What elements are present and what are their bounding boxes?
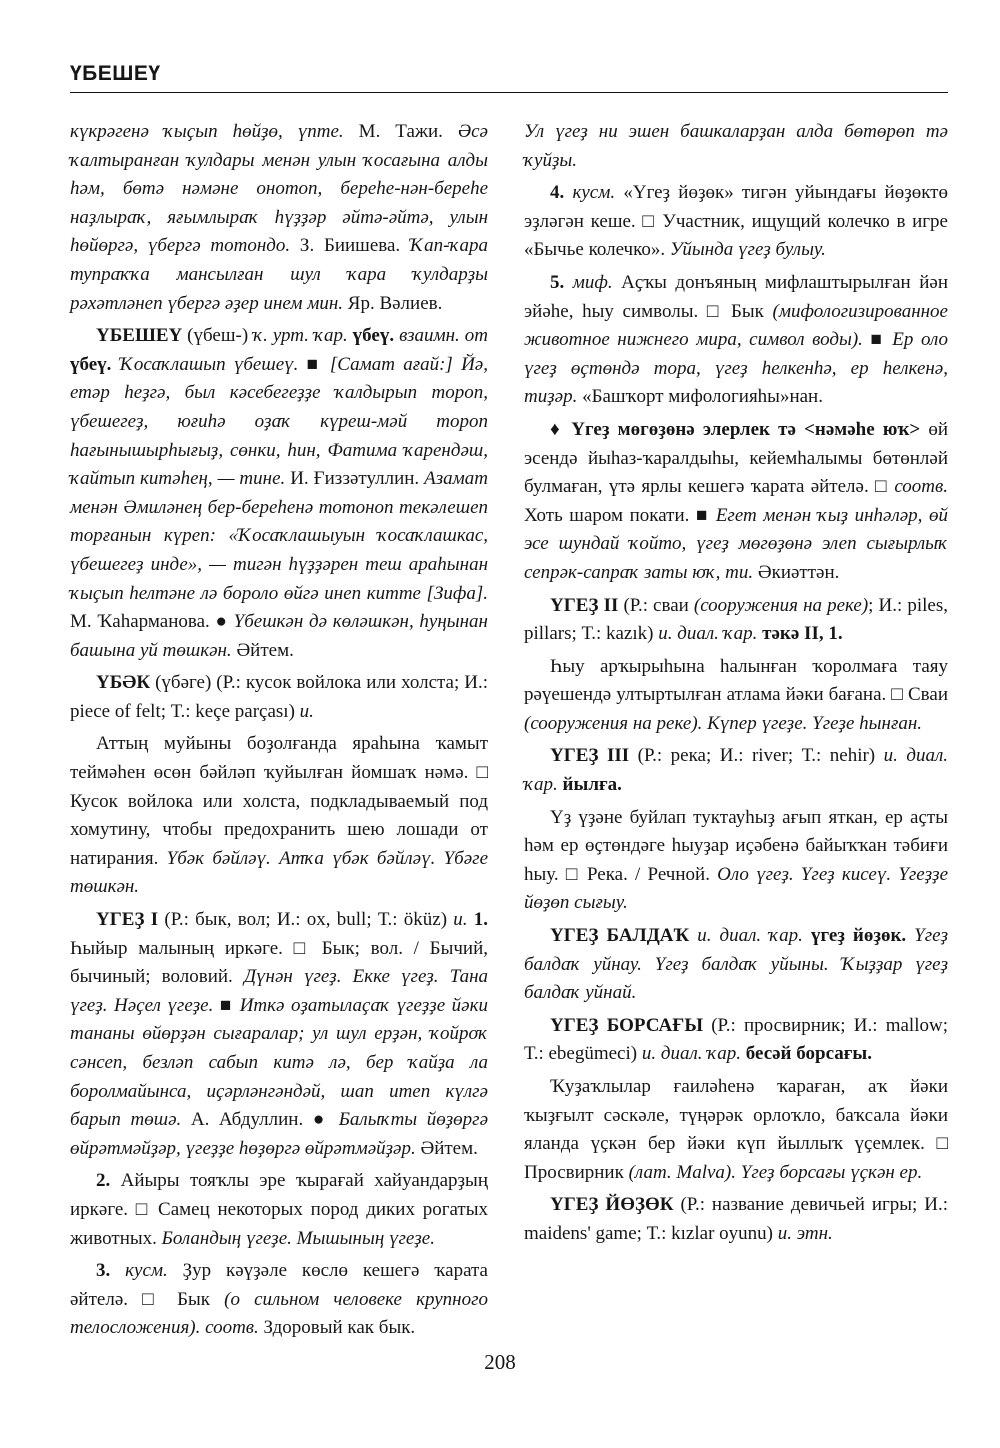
page-header-title: ҮБЕШЕҮ (70, 62, 161, 85)
example-text: Ҡап-ҡара тупраҡҡа мансылған шул ҡара ҡулдарҙы рәхәтләнеп үбергә әҙер инем мин. (70, 235, 488, 314)
example-text: Ул үгеҙ ни эшен башкаларҙан алда бөтөрөп тә ҡуйҙы. (524, 121, 948, 171)
entry-ubek (70, 669, 488, 726)
source: Әкиәттән. (753, 561, 840, 583)
definition (524, 804, 948, 918)
headword: ҮГЕҘ III (550, 745, 630, 767)
example-text: Әсә ҡалтыранған ҡулдары менән улын ҡосағына алды һәм, бөтә нәмәне онотоп, береһе-нән-береһе наҙлыраҡ, яғымлыраҡ һүҙҙәр әйтә-әйтә, улын һөйөргә, үбергә тотондо. (70, 121, 488, 257)
headword: ҮГЕҘ БАЛДАҠ (550, 925, 690, 947)
example-text: Үгеҙ балдаҡ уйнау. Үгеҙ балдаҡ уйыны. Ҡыҙҙар үгеҙ балдаҡ уйнай. (524, 925, 948, 1004)
headword: ҮГЕҘ I (96, 909, 159, 931)
pos: и. диал. ҡар. (689, 925, 803, 947)
definition-text: Айыры тояҡлы эре ҡырағай хайуандарҙың иркәге. □ Самец некоторых пород диких рогатых животных. (70, 1170, 488, 1249)
definition-text: Һыйыр малының иркәге. □ Бык; вол. / Бычий, бычиный; воловий. (70, 937, 488, 988)
definition-text: «Үгеҙ йөҙөк» тигән уйындағы йөҙөктө эҙләгән кеше. □ Участник, ищущий колечко в игре «Бычье колечко». (524, 182, 948, 261)
pos: и. диал. ҡар. (658, 623, 758, 645)
headword: ҮБЕШЕҮ (96, 325, 183, 347)
page-number: 208 (484, 1350, 516, 1374)
translations: (Р.: река; И.: river; Т.: nehir) (629, 745, 884, 767)
translation: взаимн. от (394, 325, 488, 347)
definition (524, 653, 948, 739)
pos: и. диал. ҡар. (641, 1043, 742, 1065)
example-text: Оло үгеҙ. Үгеҙ кисеү. Үгеҙҙе йөҙөп сығыу. (524, 863, 948, 914)
entry-ugez-borsagy (524, 1012, 948, 1069)
grammar-note: кусм. (110, 1260, 168, 1282)
entry-ugez-2 (524, 592, 948, 649)
example-text: Ҡосаҡлашып үбешеү. ■ [Самат ағай:] Йә, етәр һеҙгә, был кәсебегеҙҙе ҡалдырып тороп, үбешегеҙ, юғиһә оҙаҡ күреш-мәй тороп һағынышырһығыҙ, сөнки, һин, Фатима ҡарендәш, ҡайтып китәһең, — тине. (70, 353, 488, 490)
definition-text: Хоть шаром покати. (524, 504, 696, 526)
example-text: Боландың үгеҙе. Мышының үгеҙе. (161, 1227, 435, 1249)
sense-number: 2. (96, 1170, 111, 1192)
grammar-note: кусм. (564, 182, 616, 204)
entry-ugez-baldak (524, 922, 948, 1008)
pos: и. диал. ҡар. (524, 745, 948, 796)
example-text: Азамат менән Әмиләнең бер-береһенә тотоноп текәлешеп торғанын күреп: «Ҡосаҡлашыуын ҡосаҡлашкас, үбешегеҙ инде», — тигән һүҙҙәрен теш араһынан ҡыҫып һелтәне лә бороло өйгә инеп китте [Зифа]. (70, 468, 488, 604)
translations: (үбәге) (Р.: кусок войлока или холста; И.: piece of felt; Т.: keçe parçası) (70, 672, 488, 722)
sense-number: 3. (96, 1260, 111, 1282)
source: И. Ғиззәтуллин. (285, 468, 425, 490)
source: М. Тажи. (343, 121, 458, 142)
entry-ugez-1 (70, 906, 488, 1163)
cross-ref: үбеү. (70, 353, 112, 375)
definition-text: Ҡуҙаҡлылар ғаиләһенә ҡараған, аҡ йәки ҡыҙғылт сәскәле, түңәрәк орлоҡло, баҡсала йәки яланда үҫкән бер йәки күп йыллыҡ үҫемлек. □ Просвирник (524, 1076, 948, 1183)
sense-4 (524, 179, 948, 265)
definition (524, 1073, 948, 1187)
headword: ҮГЕҘ БОРСАҒЫ (550, 1014, 704, 1036)
cross-ref: үгеҙ йөҙөк. (802, 925, 915, 947)
definition-text: өй эсендә йыһаз-ҡаралдыһы, кейемһалымы бөтөнләй булмаған, үтә ярлы кешегә ҡарата әйтелә. □ (524, 418, 948, 498)
example-text: (мифологизированное животное нижнего мира, символ воды). ■ Ер оло үгеҙ өҫтөндә тора, үгеҙ һелкенһә, ер һелкенә, тиҙәр. (524, 300, 948, 408)
example-text: (сооружения на реке). Күпер үгеҙе. Үгеҙе һынған. (524, 712, 923, 734)
sense-2 (70, 1167, 488, 1253)
cross-ref: тәкә II, 1. (757, 623, 843, 645)
definition-note: (о сильном человеке крупного телосложения). соотв. (70, 1288, 489, 1339)
translations: (Р.: сваи (618, 594, 694, 616)
example-continuation (524, 118, 948, 175)
example-text: күкрәгенә ҡыҫып һөйҙө, үпте. (70, 121, 344, 142)
latin-name: Malva). (676, 1161, 737, 1183)
latin-note: (лат. (628, 1161, 677, 1183)
source: М. Ҡаһарманова. (70, 611, 216, 633)
sense-number: 4. (550, 182, 565, 204)
grammar-note: миф. (564, 271, 613, 293)
source: З. Биишева. (290, 235, 410, 257)
entry-continuation (70, 118, 488, 318)
source: А. Абдуллин. (181, 1109, 313, 1131)
translation-note: (сооружения на реке) (693, 594, 869, 616)
source: «Башҡорт мифологияһы»нан. (577, 386, 823, 408)
definition-text: Ҙур кәүҙәле көслө кешегә ҡарата әйтелә. □ Бык (70, 1260, 488, 1310)
example-text: ■ Егет менән ҡыҙ инһәләр, өй эсе шундай ҡойто, үгеҙ мөгөҙөнә элеп сығырлыҡ сепрәк-сапраҡ заты юҡ, ти. (524, 504, 948, 583)
pos: и. (299, 700, 314, 722)
translations: (Р.: просвирник; И.: mallow; Т.: ebegümeci) (524, 1014, 948, 1065)
translations: ; И.: piles, pillars; Т.: kazık) (524, 594, 948, 645)
pos: и. этн. (777, 1222, 833, 1244)
definition-text: Һыу арҡырыһына һалынған ҡоролмаға таяу рәүешендә ултыртылған атлама йәки бағана. □ Сваи (524, 655, 948, 706)
definition-text: Аҫҡы донъяның мифлаштырылған йән эйәһе, һыу символы. □ Бык (524, 271, 948, 322)
cross-ref: үбеү. (347, 325, 395, 347)
definition-text: Үҙ үҙәне буйлап туктауһыҙ ағып яткан, ер аҫты һәм ер өҫтөндәге һыуҙар иҫәбенә байыҡҡан тәбиғи һыу. □ Река. / Речной. (524, 806, 948, 885)
headword: ҮБӘК (96, 672, 151, 694)
entry-ugez-3 (524, 742, 948, 799)
translations: (Р.: название девичьей игры; И.: maidens' game; Т.: kızlar oyunu) (524, 1194, 948, 1244)
sense-3 (70, 1257, 488, 1343)
right-column (524, 118, 948, 1253)
proverb: ● Үбешкән дә көләшкән, һуңынан башына уй төшкән. (70, 611, 488, 661)
left-column (70, 118, 488, 1347)
headword: ҮГЕҘ ЙӨҘӨК (550, 1194, 674, 1216)
grammar-note: ҡ. урт. ҡар. (253, 325, 348, 347)
form: (үбеш-) (182, 325, 254, 347)
cross-ref: йылға. (557, 774, 622, 796)
translations: (Р.: бык, вол; И.: ox, bull; Т.: öküz) (158, 909, 454, 931)
example-text: Дүнән үгеҙ. Екке үгеҙ. Тана үгеҙ. Нәҫел үгеҙе. ■ Иткә оҙатылаҫаҡ үгеҙҙе йәки тананы өйөрҙән сығаралар; ул шул ерҙән, ҡойроҡ сәнсеп, безләп сабып китә лә, бер ҡайҙа ла боролмайынса, иҫәрләнгәндәй, шап итеп күлгә барып төшә. (70, 966, 488, 1131)
idiom (524, 416, 948, 588)
entry-ubeshe (70, 322, 488, 665)
entry-ugez-yozok (524, 1191, 948, 1248)
source: Әйтем. (231, 639, 294, 661)
definition (70, 730, 488, 902)
grammar-note: соотв. (894, 476, 948, 498)
header-divider (70, 92, 948, 93)
example-text: Үгеҙ борсағы үҫкән ер. (736, 1161, 923, 1183)
cross-ref: бесәй борсағы. (741, 1043, 872, 1065)
sense-5 (524, 269, 948, 412)
headword: ҮГЕҘ II (550, 594, 619, 616)
proverb: ● Балыҡты йөҙөргә өйрәтмәйҙәр, үгеҙҙе һөҙөргә өйрәтмәйҙәр. (70, 1109, 489, 1159)
idiom-phrase: ♦ Үгеҙ мөгөҙөнә элерлек тә <нәмәһе юҡ> (550, 418, 921, 440)
example-text: Уйында үгеҙ булыу. (669, 239, 826, 261)
pos: и. (453, 909, 468, 931)
example-text: Үбәк бәйләү. Атҡа үбәк бәйләү. Үбәге төшкән. (70, 847, 488, 898)
source: Яр. Вәлиев. (343, 292, 443, 314)
sense-number: 5. (550, 271, 565, 293)
source: Әйтем. (415, 1137, 478, 1159)
definition-text: Здоровый как бык. (258, 1317, 416, 1339)
definition-text: Аттың муйыны боҙолғанда яраһына ҡамыт теймәһен өсөн бәйләп ҡуйылған йомшаҡ нәмә. □ Кусок войлока или холста, подкладываемый под хомутину, чтобы предохранить шею лошади от натирания. (70, 733, 488, 869)
sense-number: 1. (467, 909, 489, 931)
